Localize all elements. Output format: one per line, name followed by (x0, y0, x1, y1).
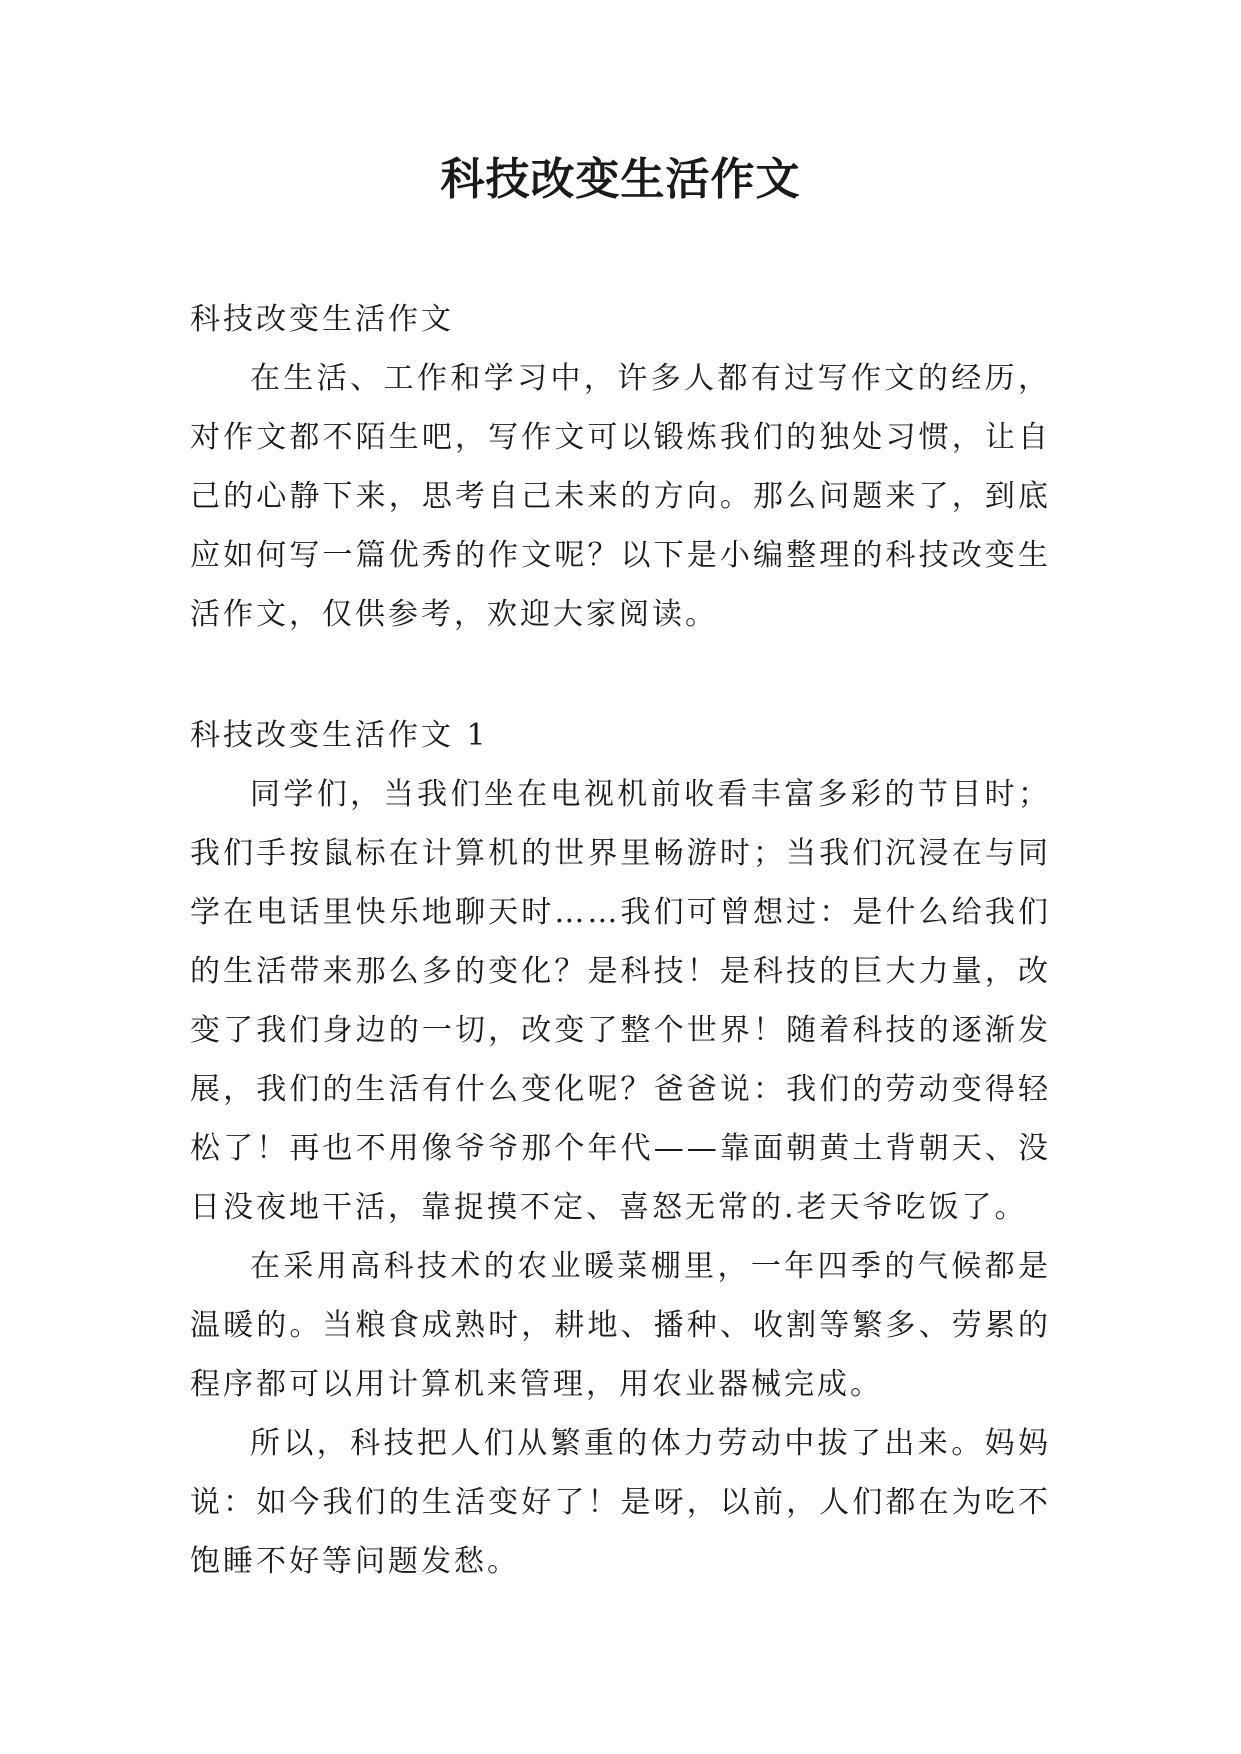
intro-paragraph: 在生活、工作和学习中，许多人都有过写作文的经历，对作文都不陌生吧，写作文可以锻炼我们的独处习惯，让自己的心静下来，思考自己未来的方向。那么问题来了，到底应如何写一篇优秀的作文呢？以下是小编整理的科技改变生活作文，仅供参考，欢迎大家阅读。 (190, 361, 1051, 632)
document-body (190, 290, 1051, 1591)
intro-heading: 科技改变生活作文 (190, 302, 454, 337)
essay1-heading: 科技改变生活作文 1 (190, 718, 489, 753)
essay1-paragraph: 所以，科技把人们从繁重的体力劳动中拔了出来。妈妈说：如今我们的生活变好了！是呀，以前，人们都在为吃不饱睡不好等问题发愁。 (190, 1426, 1051, 1579)
document-title: 科技改变生活作文 (440, 154, 801, 205)
essay1-paragraph: 在采用高科技术的农业暖菜棚里，一年四季的气候都是温暖的。当粮食成熟时，耕地、播种、收割等繁多、劳累的程序都可以用计算机来管理，用农业器械完成。 (190, 1249, 1051, 1402)
essay1-paragraph: 同学们，当我们坐在电视机前收看丰富多彩的节目时；我们手按鼠标在计算机的世界里畅游时；当我们沉浸在与同学在电话里快乐地聊天时……我们可曾想过：是什么给我们的生活带来那么多的变化？是科技！是科技的巨大力量，改变了我们身边的一切，改变了整个世界！随着科技的逐渐发展，我们的生活有什么变化呢？爸爸说：我们的劳动变得轻松了！再也不用像爷爷那个年代——靠面朝黄土背朝天、没日没夜地干活，靠捉摸不定、喜怒无常的.老天爷吃饭了。 (190, 777, 1051, 1225)
section-spacer (190, 644, 1051, 706)
